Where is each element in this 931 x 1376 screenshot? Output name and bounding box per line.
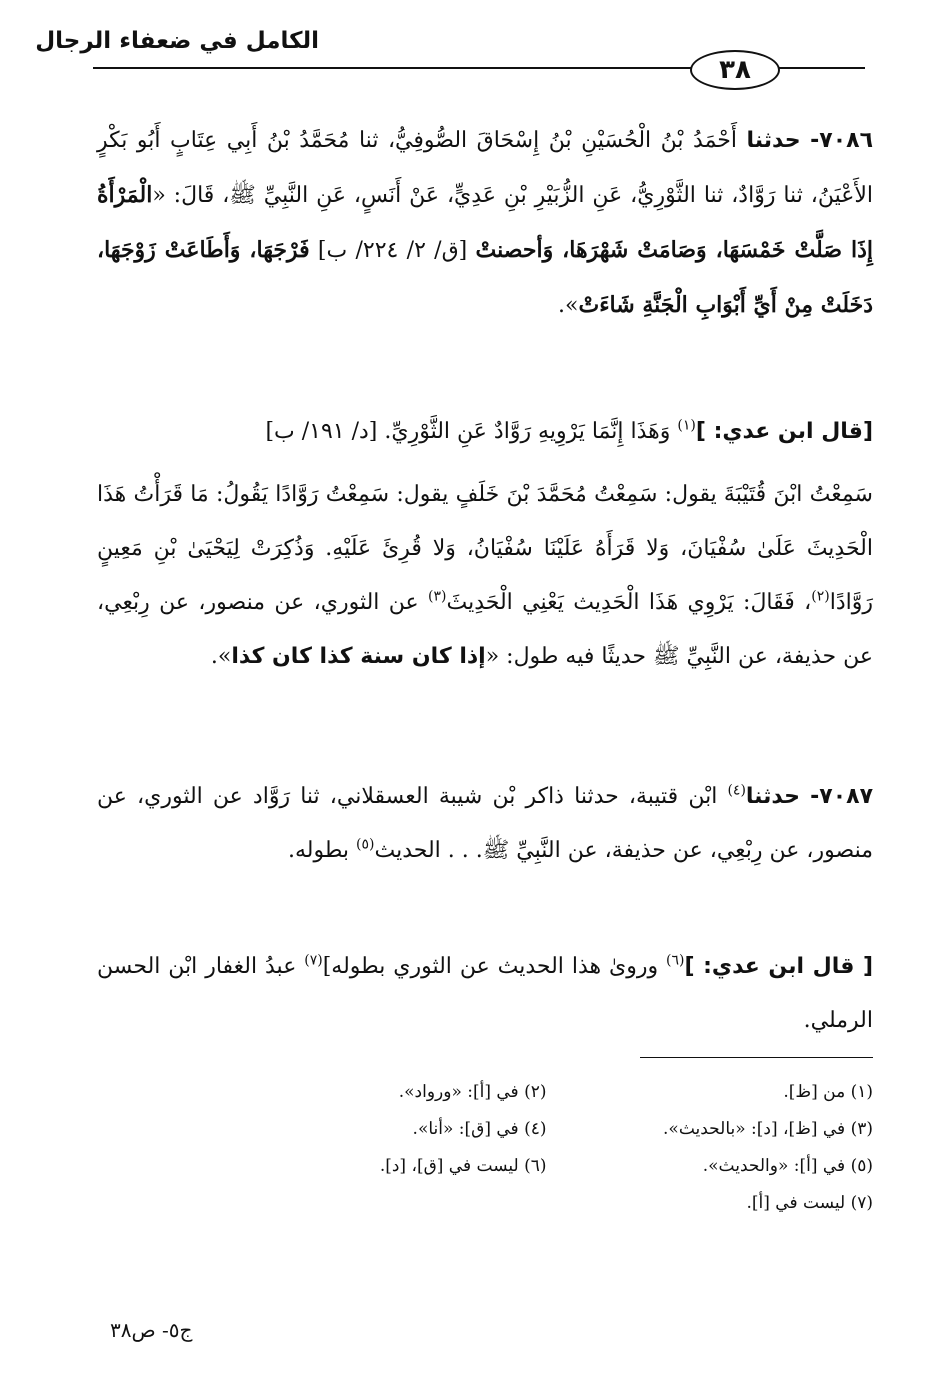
footnote-ref-4: (٤) <box>727 782 746 799</box>
footnote-6: (٦) ليست في [ق]، [د]. <box>379 1156 547 1176</box>
footnote-ref-5: (٥) <box>356 836 375 853</box>
comment-text: وَهَذَا إِنَّمَا يَرْوِيهِ رَوَّادٌ عَنِ الثَّوْرِيِّ. [د/ ١٩١/ ب] <box>265 419 678 444</box>
footnote-ref-7: (٧) <box>304 952 323 969</box>
footnote-ref-3: (٣) <box>428 588 447 605</box>
manuscript-reference: [ق/ ٢/ ٢٢٤/ ب] <box>317 238 468 263</box>
footnote-ref-6: (٦) <box>666 952 685 969</box>
footnote-7: (٧) ليست في [أ]. <box>746 1193 873 1213</box>
narration-text-2: ، فَقَالَ: يَرْوِي هَذَا الْحَدِيث يَعْنِي الْحَدِيثَ <box>446 590 812 615</box>
ibn-adi-comment-2 <box>97 940 873 1048</box>
isnad-text: أَحْمَدُ بْنُ الْحُسَيْنِ بْنُ إِسْحَاقَ الصُّوفِيُّ، ثنا مُحَمَّدُ بْنُ أَبِي عِتَابٍ أَبُو بَكْرٍ الأَعْيَنُ، ثنا رَوَّادٌ، ثنا الثَّوْرِيُّ، عَنِ الزُّبَيْرِ بْنِ عَدِيٍّ، عَنْ أَنَسٍ، عَنِ النَّبِيِّ ﷺ، قَالَ: « <box>97 128 873 208</box>
footnote-separator <box>640 1057 873 1058</box>
comment-text-1: وروىٰ هذا الحديث عن الثوري بطوله] <box>322 954 667 979</box>
hadith-paragraph-7087 <box>97 770 873 878</box>
hadith-lead: حدثنا <box>746 128 801 153</box>
footnotes <box>260 1074 873 1222</box>
ibn-adi-label: [قال ابن عدي: ] <box>695 419 873 444</box>
narration-text-3: عن الثوري، عن منصور، عن رِبْعِي، عن حذيفة، عن النَّبِيِّ ﷺ حديثًا فيه طول: « <box>97 590 873 669</box>
ibn-adi-comment <box>97 405 873 459</box>
narration-paragraph <box>97 468 873 684</box>
hadith-number: ٧٠٨٧- <box>810 784 873 809</box>
quote-close: ». <box>558 293 579 318</box>
footnote-5: (٥) في [أ]: «والحديث». <box>702 1156 873 1176</box>
comment-text-2: عبدُ الغفار ابْن الحسن الرملي. <box>97 954 873 1033</box>
isnad-text-end: بطوله. <box>287 838 357 863</box>
hadith-text-part-2: فَرْجَهَا، وَأَطَاعَتْ زَوْجَهَا، دَخَلَتْ مِنْ أَيِّ أَبْوَابِ الْجَنَّةِ شَاءَتْ <box>97 237 873 318</box>
page-number: ٣٨ <box>719 55 751 85</box>
ibn-adi-label: [ قال ابن عدي: ] <box>684 954 873 979</box>
volume-page-reference: ج٥- ص٣٨ <box>110 1318 193 1342</box>
quote-close: ». <box>210 644 232 669</box>
narration-bold-quote: إذا كان سنة كذا كان كذا <box>231 644 486 669</box>
narration-text-1: سَمِعْتُ ابْنَ قُتَيْبَةَ يقول: سَمِعْتُ مُحَمَّدَ بْنَ خَلَفٍ يقول: سَمِعْتُ رَوَّادًا يَقُولُ: مَا قَرَأْتُ هَذَا الْحَدِيثَ عَلَىٰ سُفْيَانَ، وَلا قَرَأَهُ عَلَيْنَا سُفْيَانُ، وَلا قُرِئَ عَلَيْهِ. وَذُكِرَتْ لِيَحْيَىٰ بْنِ مَعِينٍ رَوَّادًا <box>97 482 874 615</box>
page-number-badge <box>690 50 780 90</box>
isnad-text: ابْن قتيبة، حدثنا ذاكر بْن شيبة العسقلاني، ثنا رَوَّاد عن الثوري، عن منصور، عن رِبْعِي، عن حذيفة، عن النَّبِيِّ ﷺ. . . الحديث <box>97 784 873 863</box>
hadith-paragraph-7086 <box>97 114 873 333</box>
footnote-ref-1: (١) <box>677 417 696 434</box>
book-title: الكامل في ضعفاء الرجال <box>35 28 319 54</box>
footnote-4: (٤) في [ق]: «أنا». <box>412 1119 547 1139</box>
footnote-2: (٢) في [أ]: «ورواد». <box>398 1082 547 1102</box>
footnote-ref-2: (٢) <box>811 588 830 605</box>
hadith-text-part-1: الْمَرْأَةُ إِذَا صَلَّتْ خَمْسَهَا، وَصَامَتْ شَهْرَهَا، وَأحصنتْ <box>97 182 873 263</box>
footnote-3: (٣) في [ظ]، [د]: «بالحديث». <box>663 1119 873 1139</box>
hadith-number: ٧٠٨٦- <box>810 128 873 153</box>
footnote-1: (١) من [ظ]. <box>783 1082 873 1102</box>
hadith-lead: حدثنا <box>745 784 800 809</box>
